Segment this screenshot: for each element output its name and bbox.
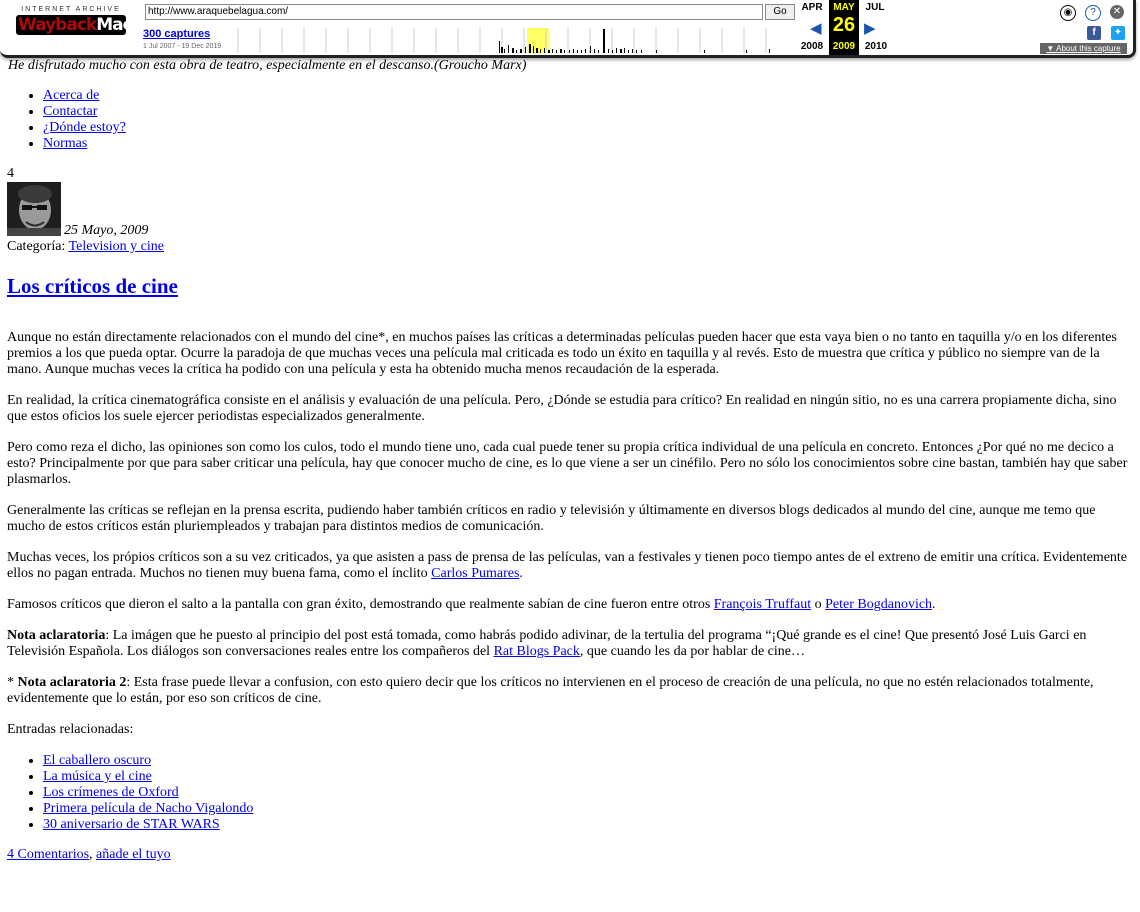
paragraph-4: Generalmente las críticas se reflejan en la prensa escrita, pudiendo haber también críticos en radio y televisión y últimamente en diversos blogs dedicados al mundo del cine, aunque me temo que mucho de estos críticos están pluriempleados y trabajan para distintos medios de comunicación.: [7, 503, 1096, 534]
link-truffaut[interactable]: François Truffaut: [713, 597, 812, 612]
wayback-logo[interactable]: [16, 6, 170, 48]
note-1-text: : La imágen que he puesto al principio del post está tomada, como habrás podido adivinar, de la tertulia del programa “¡Qué grande es el cine! Que presentó José Luis Garci en Televisión Española. Los diálogos son conversaciones reales entre los compañeros del: [7, 628, 1087, 659]
nav-link-contactar[interactable]: Contactar: [43, 104, 98, 119]
nav-link-donde-estoy[interactable]: ¿Dónde estoy?: [43, 120, 126, 135]
about-capture-label: About this capture: [1056, 44, 1121, 53]
current-month: MAY: [833, 2, 855, 13]
captures-link[interactable]: 300 captures: [143, 28, 211, 40]
logo-wayback: Wayback: [18, 15, 97, 35]
related-link[interactable]: Los crímenes de Oxford: [43, 785, 179, 800]
paragraph-6-mid: o: [811, 597, 826, 612]
note-2-label: Nota aclaratoria 2: [17, 675, 127, 690]
category-link[interactable]: Television y cine: [68, 239, 164, 254]
prev-year[interactable]: 2008: [800, 41, 824, 52]
nav-item: [43, 136, 126, 152]
paragraph-2: En realidad, la crítica cinematográfica consiste en el análisis y evaluación de una película. Pero, ¿Dónde se estudia para crítico? En realidad en ningún sitio, no es una carrera propiamente dicha, sino que estos oficios los suele ejercer periodistas especializados generalmente.: [7, 393, 1117, 424]
nav-menu: [8, 88, 126, 152]
next-arrow-icon[interactable]: ▶: [864, 20, 876, 37]
url-input[interactable]: http://www.araquebelagua.com/: [145, 4, 763, 20]
current-day: 26: [832, 14, 856, 36]
author-photo: [7, 182, 61, 236]
capture-sparkline[interactable]: [236, 28, 790, 53]
paragraph-5: [7, 550, 1129, 582]
related-link[interactable]: 30 aniversario de STAR WARS: [43, 817, 220, 832]
about-capture-button[interactable]: ▼ About this capture: [1040, 43, 1127, 54]
nav-link-acerca[interactable]: Acerca de: [43, 88, 100, 103]
next-year[interactable]: 2010: [864, 41, 888, 52]
wayback-toolbar: [0, 0, 1136, 58]
prev-arrow-icon[interactable]: ◀: [810, 20, 822, 37]
note-1: [7, 628, 1129, 660]
related-item: [43, 801, 1129, 817]
twitter-icon[interactable]: ✦: [1111, 26, 1125, 40]
nav-item: [43, 120, 126, 136]
link-carlos-pumares[interactable]: Carlos Pumares: [431, 566, 520, 581]
note-2-star: *: [7, 675, 18, 690]
related-heading: Entradas relacionadas:: [7, 722, 134, 737]
capture-range: 1 Jul 2007 - 19 Dec 2019: [143, 43, 222, 50]
post-title-link[interactable]: Los críticos de cine: [7, 274, 178, 298]
logo-machine: Machine: [96, 15, 170, 35]
related-item: [43, 817, 1129, 833]
note-1-label: Nota aclaratoria: [7, 628, 106, 643]
post-date: 25 Mayo, 2009: [64, 223, 149, 238]
related-link[interactable]: Primera película de Nacho Vigalondo: [43, 801, 254, 816]
note-1-end: , que cuando les da por hablar de cine…: [579, 644, 805, 659]
paragraph-5-end: .: [519, 566, 523, 581]
current-capture: [829, 0, 859, 55]
prev-month[interactable]: APR: [801, 2, 823, 13]
related-item: [43, 769, 1129, 785]
header-quote: He disfrutado mucho con esta obra de teatro, especialmente en el descanso.(Groucho Marx): [8, 58, 527, 73]
related-item: [43, 785, 1129, 801]
logo-main-text: [16, 15, 170, 35]
close-icon[interactable]: ✕: [1110, 5, 1124, 19]
next-month[interactable]: JUL: [865, 2, 885, 13]
account-icon[interactable]: ◉: [1060, 5, 1076, 21]
post-body: [7, 330, 1129, 878]
category-label: Categoría:: [7, 239, 66, 254]
note-2-text: : Esta frase puede llevar a confusion, con esto quiero decir que los críticos no intervienen en el proceso de creación de una película, no que no estén relacionados totalmente, evidentemente que lo están, por eso son críticos de cine.: [7, 675, 1094, 706]
comments-link[interactable]: 4 Comentarios: [7, 847, 90, 862]
help-icon[interactable]: ?: [1085, 5, 1101, 21]
post-category: [7, 239, 164, 255]
current-year: 2009: [832, 41, 856, 52]
comment-count: 4: [7, 166, 14, 181]
author-avatar: [7, 182, 61, 236]
go-button[interactable]: Go: [765, 4, 795, 20]
nav-item: [43, 88, 126, 104]
logo-top-text: INTERNET ARCHIVE: [21, 6, 121, 13]
related-item: [43, 753, 1129, 769]
paragraph-5-text: Muchas veces, los própios críticos son a su vez criticados, ya que asisten a pass de prensa de las películas, van a festivales y tienen poco tiempo antes de el extreno de emitir una crítica. Evidentemente ellos no pagan entrada. Muchos no tienen muy buena fama, como el ínclito: [7, 550, 1128, 581]
nav-link-normas[interactable]: Normas: [43, 136, 88, 151]
comments-row: [7, 847, 1129, 863]
nav-item: [43, 104, 126, 120]
paragraph-6: [7, 597, 1129, 613]
related-link[interactable]: La música y el cine: [43, 769, 152, 784]
related-list: [7, 753, 1129, 833]
link-bogdanovich[interactable]: Peter Bogdanovich: [825, 597, 933, 612]
link-rat-blogs-pack[interactable]: Rat Blogs Pack: [493, 644, 580, 659]
paragraph-6-end: .: [932, 597, 936, 612]
facebook-icon[interactable]: f: [1087, 26, 1101, 40]
note-2: [7, 675, 1129, 707]
related-link[interactable]: El caballero oscuro: [43, 753, 152, 768]
add-comment-link[interactable]: añade el tuyo: [96, 847, 171, 862]
paragraph-3: Pero como reza el dicho, las opiniones son como los culos, todo el mundo tiene uno, cada cual puede tener su propia crítica individual de una película en concreto. Entonces ¿Por qué no me decico a esto? Principalmente por que para saber criticar una película, hay que conocer mucho de cine, es lo que viene a ser un cinéfilo. Pero no sólo los conocimientos sobre cine bastan, también hay que saber plasmarlos.: [7, 440, 1128, 487]
post-title: [7, 274, 178, 299]
paragraph-1: Aunque no están directamente relacionados con el mundo del cine*, en muchos países las críticas a determinadas películas pueden hacer que esta vaya bien o no tanto en taquilla y/o en los diferentes premios a los que pueda optar. Ocurre la paradoja de que muchas veces una película mal criticada es todo un éxito en taquilla y al revés. Esto de muestra que crítica y público no siempre van de la mano. Aunque muchas veces la crítica ha podido con una película y esta ha obtenido mucha menos recaudación de la esperada.: [7, 330, 1117, 377]
comments-separator: ,: [89, 847, 97, 862]
paragraph-6-text: Famosos críticos que dieron el salto a la pantalla con gran éxito, demostrando que realmente sabían de cine fueron entre otros: [7, 597, 714, 612]
